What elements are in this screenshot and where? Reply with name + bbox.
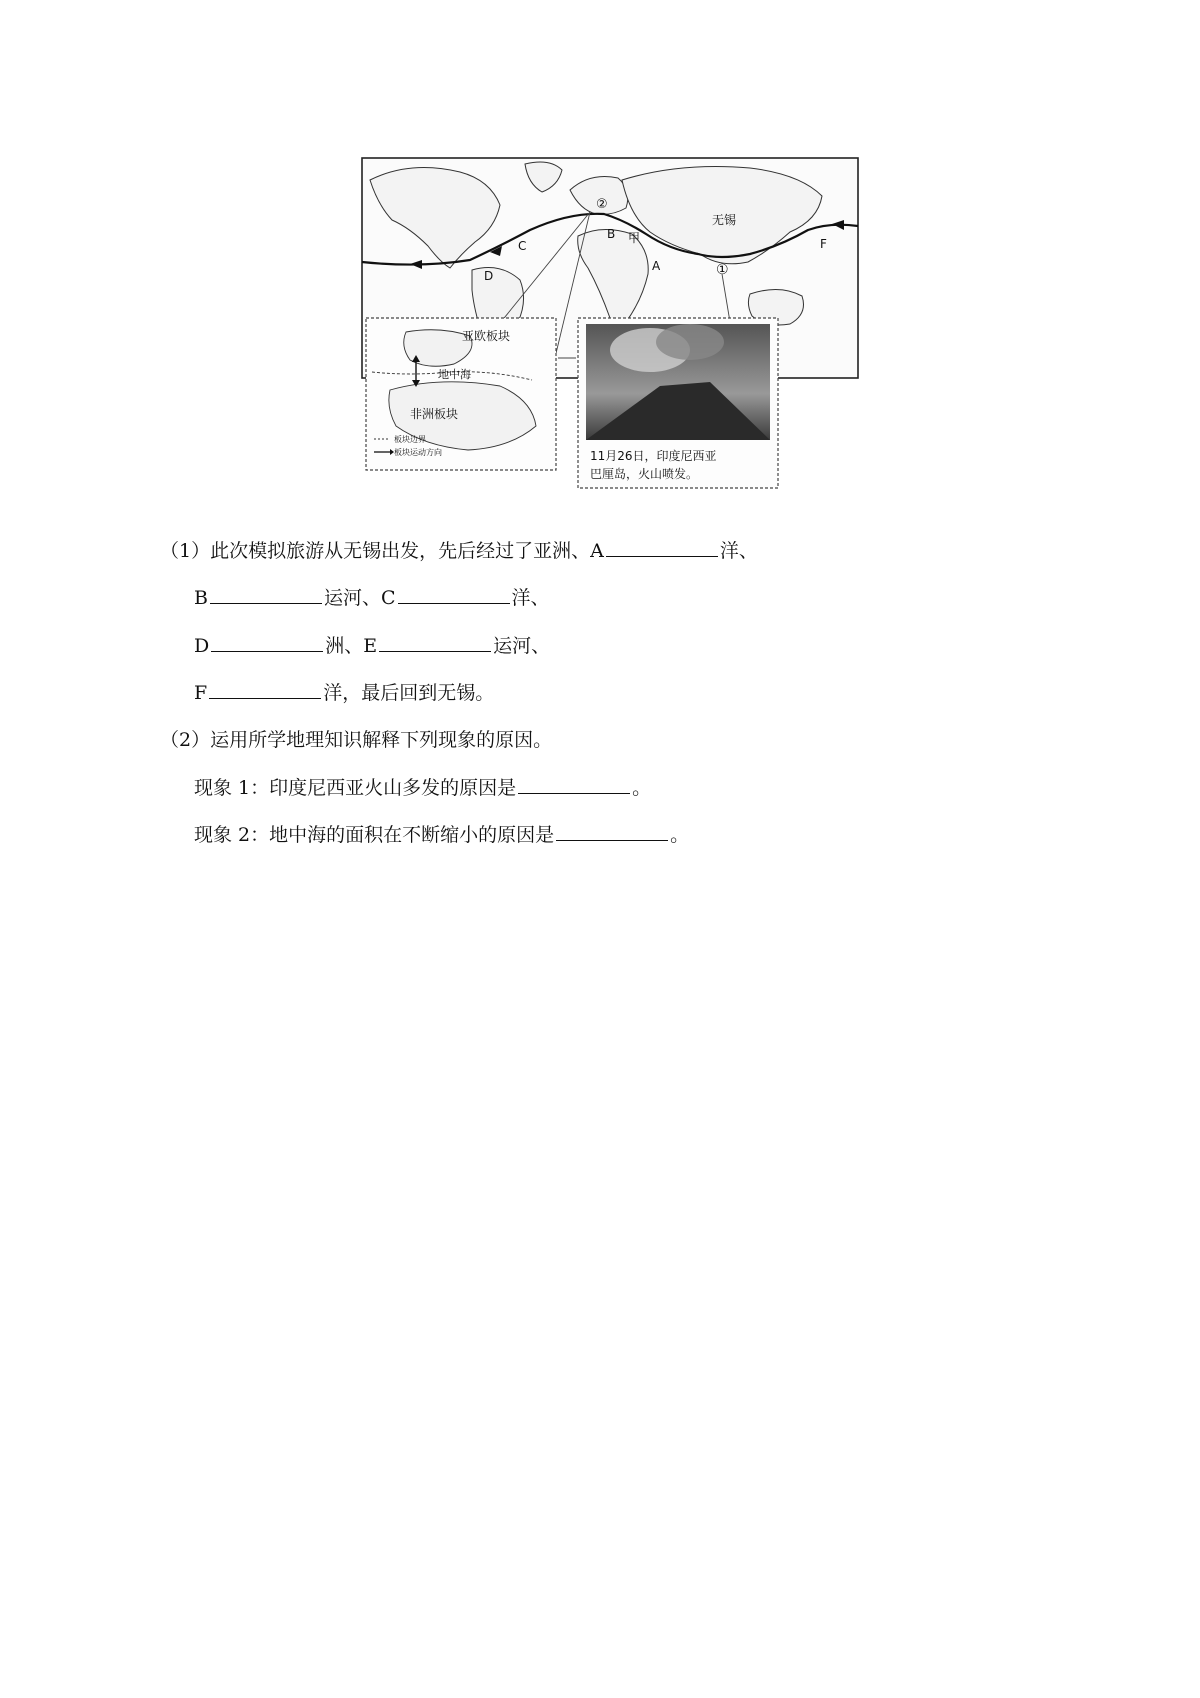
phenomenon-1-text: 现象 1：印度尼西亚火山多发的原因是: [194, 777, 517, 799]
legend-direction: 板块运动方向: [394, 448, 442, 457]
label-d: D: [484, 269, 494, 283]
marker-1: ①: [716, 262, 729, 278]
marker-2: ②: [596, 197, 608, 212]
route-map: [350, 150, 870, 520]
question-1-line2: [194, 585, 550, 610]
phenomenon-1-period: 。: [632, 777, 652, 799]
answer-blank-phenomenon-1[interactable]: [518, 775, 630, 794]
q1-e-suffix: 运河、: [493, 635, 551, 657]
world-map-figure: [350, 150, 870, 520]
label-e: 甲: [628, 231, 641, 245]
q1-b-suffix: 运河、C: [323, 587, 396, 609]
phenomenon-2-text: 现象 2：地中海的面积在不断缩小的原因是: [194, 824, 555, 846]
answer-blank-c[interactable]: [398, 585, 510, 604]
question-1-line3: [194, 633, 550, 658]
question-2-title: [160, 728, 552, 752]
answer-blank-b[interactable]: [210, 585, 322, 604]
phenomenon-1: [194, 775, 651, 800]
phenomenon-2-period: 。: [670, 824, 690, 846]
q1-a-suffix: 洋、: [719, 540, 758, 562]
q1-c-suffix: 洋、: [511, 587, 550, 609]
q1-b-prefix: B: [194, 587, 208, 609]
question-1-line4: [194, 680, 494, 705]
label-africa-plate: 非洲板块: [410, 407, 459, 421]
answer-blank-a[interactable]: [606, 538, 718, 557]
label-b: B: [607, 227, 616, 241]
label-c: C: [518, 239, 527, 253]
label-eurasia-plate: 亚欧板块: [462, 329, 511, 343]
label-a: A: [652, 259, 661, 273]
q1-d-prefix: D: [194, 635, 210, 657]
legend-boundary: 板块边界: [394, 435, 426, 444]
q1-prefix: （1）此次模拟旅游从无锡出发，先后经过了亚洲、A: [160, 540, 604, 562]
phenomenon-2: [194, 822, 689, 847]
answer-blank-e[interactable]: [379, 633, 491, 652]
ash-cloud: [656, 324, 724, 360]
label-wuxi: 无锡: [712, 213, 737, 227]
answer-blank-phenomenon-2[interactable]: [556, 822, 668, 841]
label-f: F: [820, 237, 827, 251]
photo-caption-line1: 11月26日，印度尼西亚: [590, 449, 717, 463]
q1-d-suffix: 洲、E: [325, 635, 378, 657]
answer-blank-d[interactable]: [211, 633, 323, 652]
q2-title: （2）运用所学地理知识解释下列现象的原因。: [160, 729, 553, 751]
question-1-line1: [160, 538, 758, 563]
q1-f-prefix: F: [194, 682, 208, 704]
q1-f-suffix: 洋，最后回到无锡。: [323, 682, 495, 704]
answer-blank-f[interactable]: [209, 680, 321, 699]
photo-caption-line2: 巴厘岛，火山喷发。: [590, 467, 699, 481]
label-mediterranean: 地中海: [438, 368, 471, 381]
